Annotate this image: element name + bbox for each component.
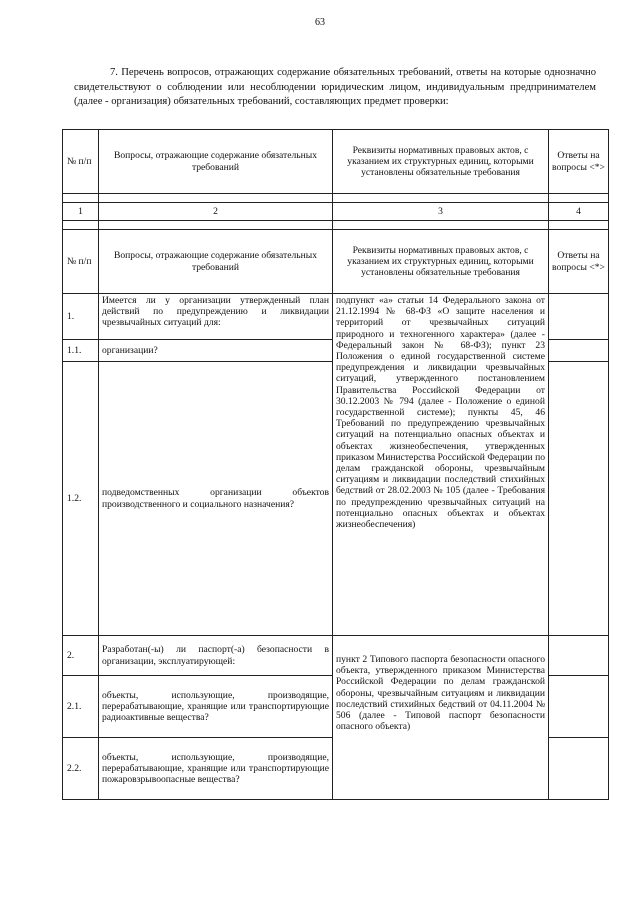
col-number-4: 4 [549,203,609,221]
row-1-question: Имеется ли у организации утвержденный план действий по предупреждению и ликвидации чрезвычайных ситуаций для: [99,294,333,340]
col-number-2: 2 [99,203,333,221]
row-2-question: Разработан(-ы) ли паспорт(-а) безопасности в организации, эксплуатирующей: [99,636,333,676]
row-2-1-answer [549,676,609,738]
row-1-1-answer [549,340,609,362]
header-num-repeat: № п/п [63,230,99,294]
row-2-num: 2. [63,636,99,676]
row-2-2-question: объекты, использующие, производящие, перерабатывающие, хранящие или транспортирующие пожаровзрывоопасные вещества? [99,738,333,800]
col-number-3: 3 [333,203,549,221]
row-1-1-question: организации? [99,340,333,362]
row-1-2-num: 1.2. [63,362,99,636]
header-refs: Реквизиты нормативных правовых актов, с указанием их структурных единиц, которыми установлены обязательные требования [333,130,549,194]
page-number: 63 [315,17,325,28]
row-1-2-answer [549,362,609,636]
requirements-table [62,129,609,800]
header-num: № п/п [63,130,99,194]
spacer-row [63,194,609,203]
table-row-2 [63,636,609,676]
header-answers: Ответы на вопросы <*> [549,130,609,194]
row-1-refs: подпункт «а» статьи 14 Федерального закона от 21.12.1994 № 68-ФЗ «О защите населения и территорий от чрезвычайных ситуаций природного и техногенного характера» (далее - Федеральный закон № 68-ФЗ); пункт 23 Положения о единой государственной системе предупреждения и ликвидации чрезвычайных ситуаций, утвержденного постановлением Правительства Российской Федерации от 30.12.2003 № 794 (далее - Положение о единой государственной системе); пункты 45, 46 Требований по предупреждению чрезвычайных ситуаций на потенциально опасных объектах и объектах жизнеобеспечения, утвержденных приказом Министерства Российской Федерации по делам гражданской обороны, чрезвычайным ситуациям и ликвидации последствий стихийных бедствий от 28.02.2003 № 105 (далее - Требования по предупреждению чрезвычайных ситуаций на потенциально опасных объектах и объектах жизнеобеспечения) [333,294,549,636]
header-questions: Вопросы, отражающие содержание обязательных требований [99,130,333,194]
column-numbers-row [63,203,609,221]
row-2-2-num: 2.2. [63,738,99,800]
row-1-2-question: подведомственных организации объектов производственного и социального назначения? [99,362,333,636]
intro-paragraph: 7. Перечень вопросов, отражающих содержание обязательных требований, ответы на которые однозначно свидетельствуют о соблюдении или несоблюдении юридическим лицом, индивидуальным предпринимателем (далее - организация) обязательных требований, составляющих предмет проверки: [74,67,596,108]
col-number-1: 1 [63,203,99,221]
header-answers-repeat: Ответы на вопросы <*> [549,230,609,294]
row-2-answer [549,636,609,676]
row-2-1-num: 2.1. [63,676,99,738]
table-header-row [63,130,609,194]
row-2-2-answer [549,738,609,800]
header-questions-repeat: Вопросы, отражающие содержание обязательных требований [99,230,333,294]
row-2-refs: пункт 2 Типового паспорта безопасности опасного объекта, утвержденного приказом Министерства Российской Федерации по делам гражданской обороны, чрезвычайным ситуациям и ликвидации последствий стихийных бедствий от 04.11.2004 № 506 (далее - Типовой паспорт безопасности опасного объекта) [333,636,549,800]
table-header-row-repeat [63,230,609,294]
row-1-1-num: 1.1. [63,340,99,362]
table-row-1 [63,294,609,340]
row-1-num: 1. [63,294,99,340]
header-refs-repeat: Реквизиты нормативных правовых актов, с указанием их структурных единиц, которыми установлены обязательные требования [333,230,549,294]
row-2-1-question: объекты, использующие, производящие, перерабатывающие, хранящие или транспортирующие радиоактивные вещества? [99,676,333,738]
row-1-answer [549,294,609,340]
spacer-row [63,221,609,230]
